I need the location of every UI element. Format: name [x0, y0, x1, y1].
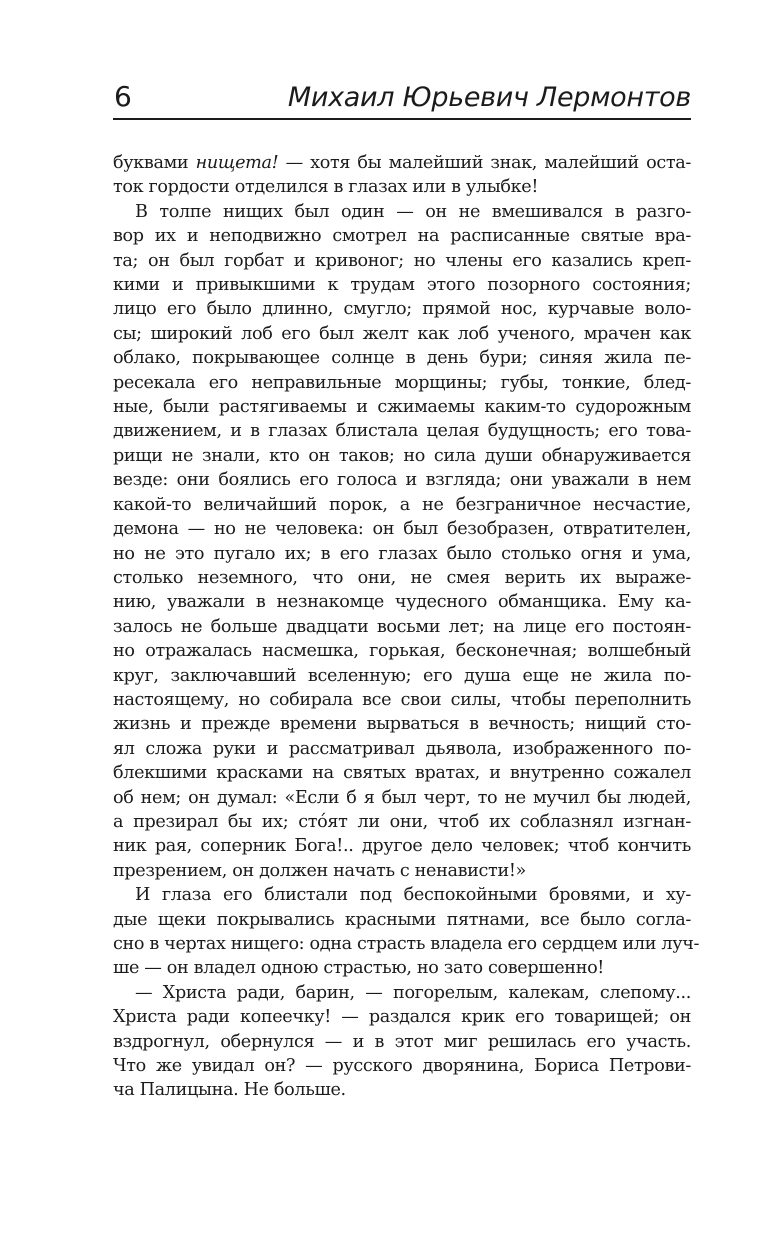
- text-line: — Христа ради, барин, — погорелым, калекам, слепому...: [135, 982, 691, 1003]
- text-line: ток гордости отделился в глазах или в улыбке!: [113, 177, 539, 198]
- text-line: вор их и неподвижно смотрел на расписанные святые вра-: [113, 226, 691, 247]
- text-line: но отражалась насмешка, горькая, бесконечная; волшебный: [113, 641, 691, 662]
- paragraph-4: [113, 981, 691, 1103]
- text-line: столько неземного, что они, не смея верить их выраже-: [113, 567, 691, 588]
- text-fragment: — хотя бы малейший знак, малейший оста-: [278, 153, 691, 173]
- text-line: ча Палицына. Не больше.: [113, 1080, 346, 1101]
- paragraph-3: [113, 883, 700, 981]
- italic-word: нищета!: [195, 153, 279, 173]
- text-line: ные, были растягиваемы и сжимаемы каким-то судорожным: [113, 397, 691, 418]
- text-line: [113, 151, 691, 175]
- text-line: демона — но не человека: он был безобразен, отвратителен,: [113, 519, 691, 540]
- text-line: сно в чертах нищего: одна страсть владела его сердцем или луч-: [113, 934, 700, 954]
- text-line: ресекала его неправильные морщины; губы, тонкие, блед-: [113, 372, 691, 393]
- text-line: И глаза его блистали под беспокойными бровями, и ху-: [135, 885, 691, 906]
- text-line: В толпе нищих был один — он не вмешивался в разго-: [135, 201, 691, 222]
- text-line: жизнь и прежде времени вырваться в вечность; нищий сто-: [113, 714, 691, 735]
- text-line: кими и привыкшими к трудам этого позорного состояния;: [113, 275, 691, 296]
- text-line: но не это пугало их; в его глазах было столько огня и ума,: [113, 543, 691, 564]
- text-fragment: буквами: [113, 153, 196, 173]
- text-line: движением, и в глазах блистала целая будущность; его това-: [113, 421, 691, 442]
- text-line: везде: они боялись его голоса и взгляда; они уважали в нем: [113, 470, 691, 491]
- text-line: какой-то величайший порок, а не безграничное несчастие,: [113, 494, 691, 515]
- paragraph-2: [113, 200, 691, 883]
- text-line: ник рая, соперник Бога!.. другое дело человек; чтоб кончить: [113, 836, 691, 857]
- text-line: круг, заключавший вселенную; его душа еще не жила по-: [113, 665, 691, 686]
- text-line: блекшими красками на святых вратах, и внутренно сожалел: [113, 763, 691, 784]
- text-line: рищи не знали, кто он таков; но сила души обнаруживается: [113, 445, 691, 466]
- text-line: ял сложа руки и рассматривал дьявола, изображенного по-: [113, 738, 691, 759]
- running-title: Михаил Юрьевич Лермонтов: [287, 82, 691, 113]
- text-line: вздрогнул, обернулся — и в этот миг решилась его участь.: [113, 1031, 691, 1052]
- paragraph-1: [113, 151, 691, 200]
- page-number: 6: [114, 80, 132, 113]
- body-text: [113, 151, 700, 1103]
- text-line: сы; широкий лоб его был желт как лоб ученого, мрачен как: [113, 323, 691, 344]
- text-line: об нем; он думал: «Если б я был черт, то не мучил бы людей,: [113, 787, 691, 808]
- running-header: [113, 80, 691, 120]
- text-line: ше — он владел одною страстью, но зато совершенно!: [113, 958, 605, 979]
- text-line: Что же увидал он? — русского дворянина, Бориса Петрови-: [113, 1056, 691, 1077]
- text-line: а презирал бы их; стóят ли они, чтоб их соблазнял изгнан-: [113, 811, 691, 832]
- text-line: настоящему, но собирала все свои силы, чтобы переполнить: [113, 689, 691, 710]
- text-line: Христа ради копеечку! — раздался крик его товарищей; он: [113, 1007, 691, 1028]
- text-line: дые щеки покрывались красными пятнами, все было согла-: [113, 909, 691, 930]
- text-line: презрением, он должен начать с ненависти!»: [113, 860, 526, 881]
- text-line: облако, покрывающее солнце в день бури; синяя жила пе-: [113, 348, 691, 369]
- text-line: залось не больше двадцати восьми лет; на лице его постоян-: [113, 616, 691, 637]
- text-line: та; он был горбат и кривоног; но члены его казались креп-: [113, 250, 691, 271]
- text-line: нию, уважали в незнакомце чудесного обманщика. Ему ка-: [113, 592, 691, 613]
- text-line: лицо его было длинно, смугло; прямой нос, курчавые воло-: [113, 299, 691, 320]
